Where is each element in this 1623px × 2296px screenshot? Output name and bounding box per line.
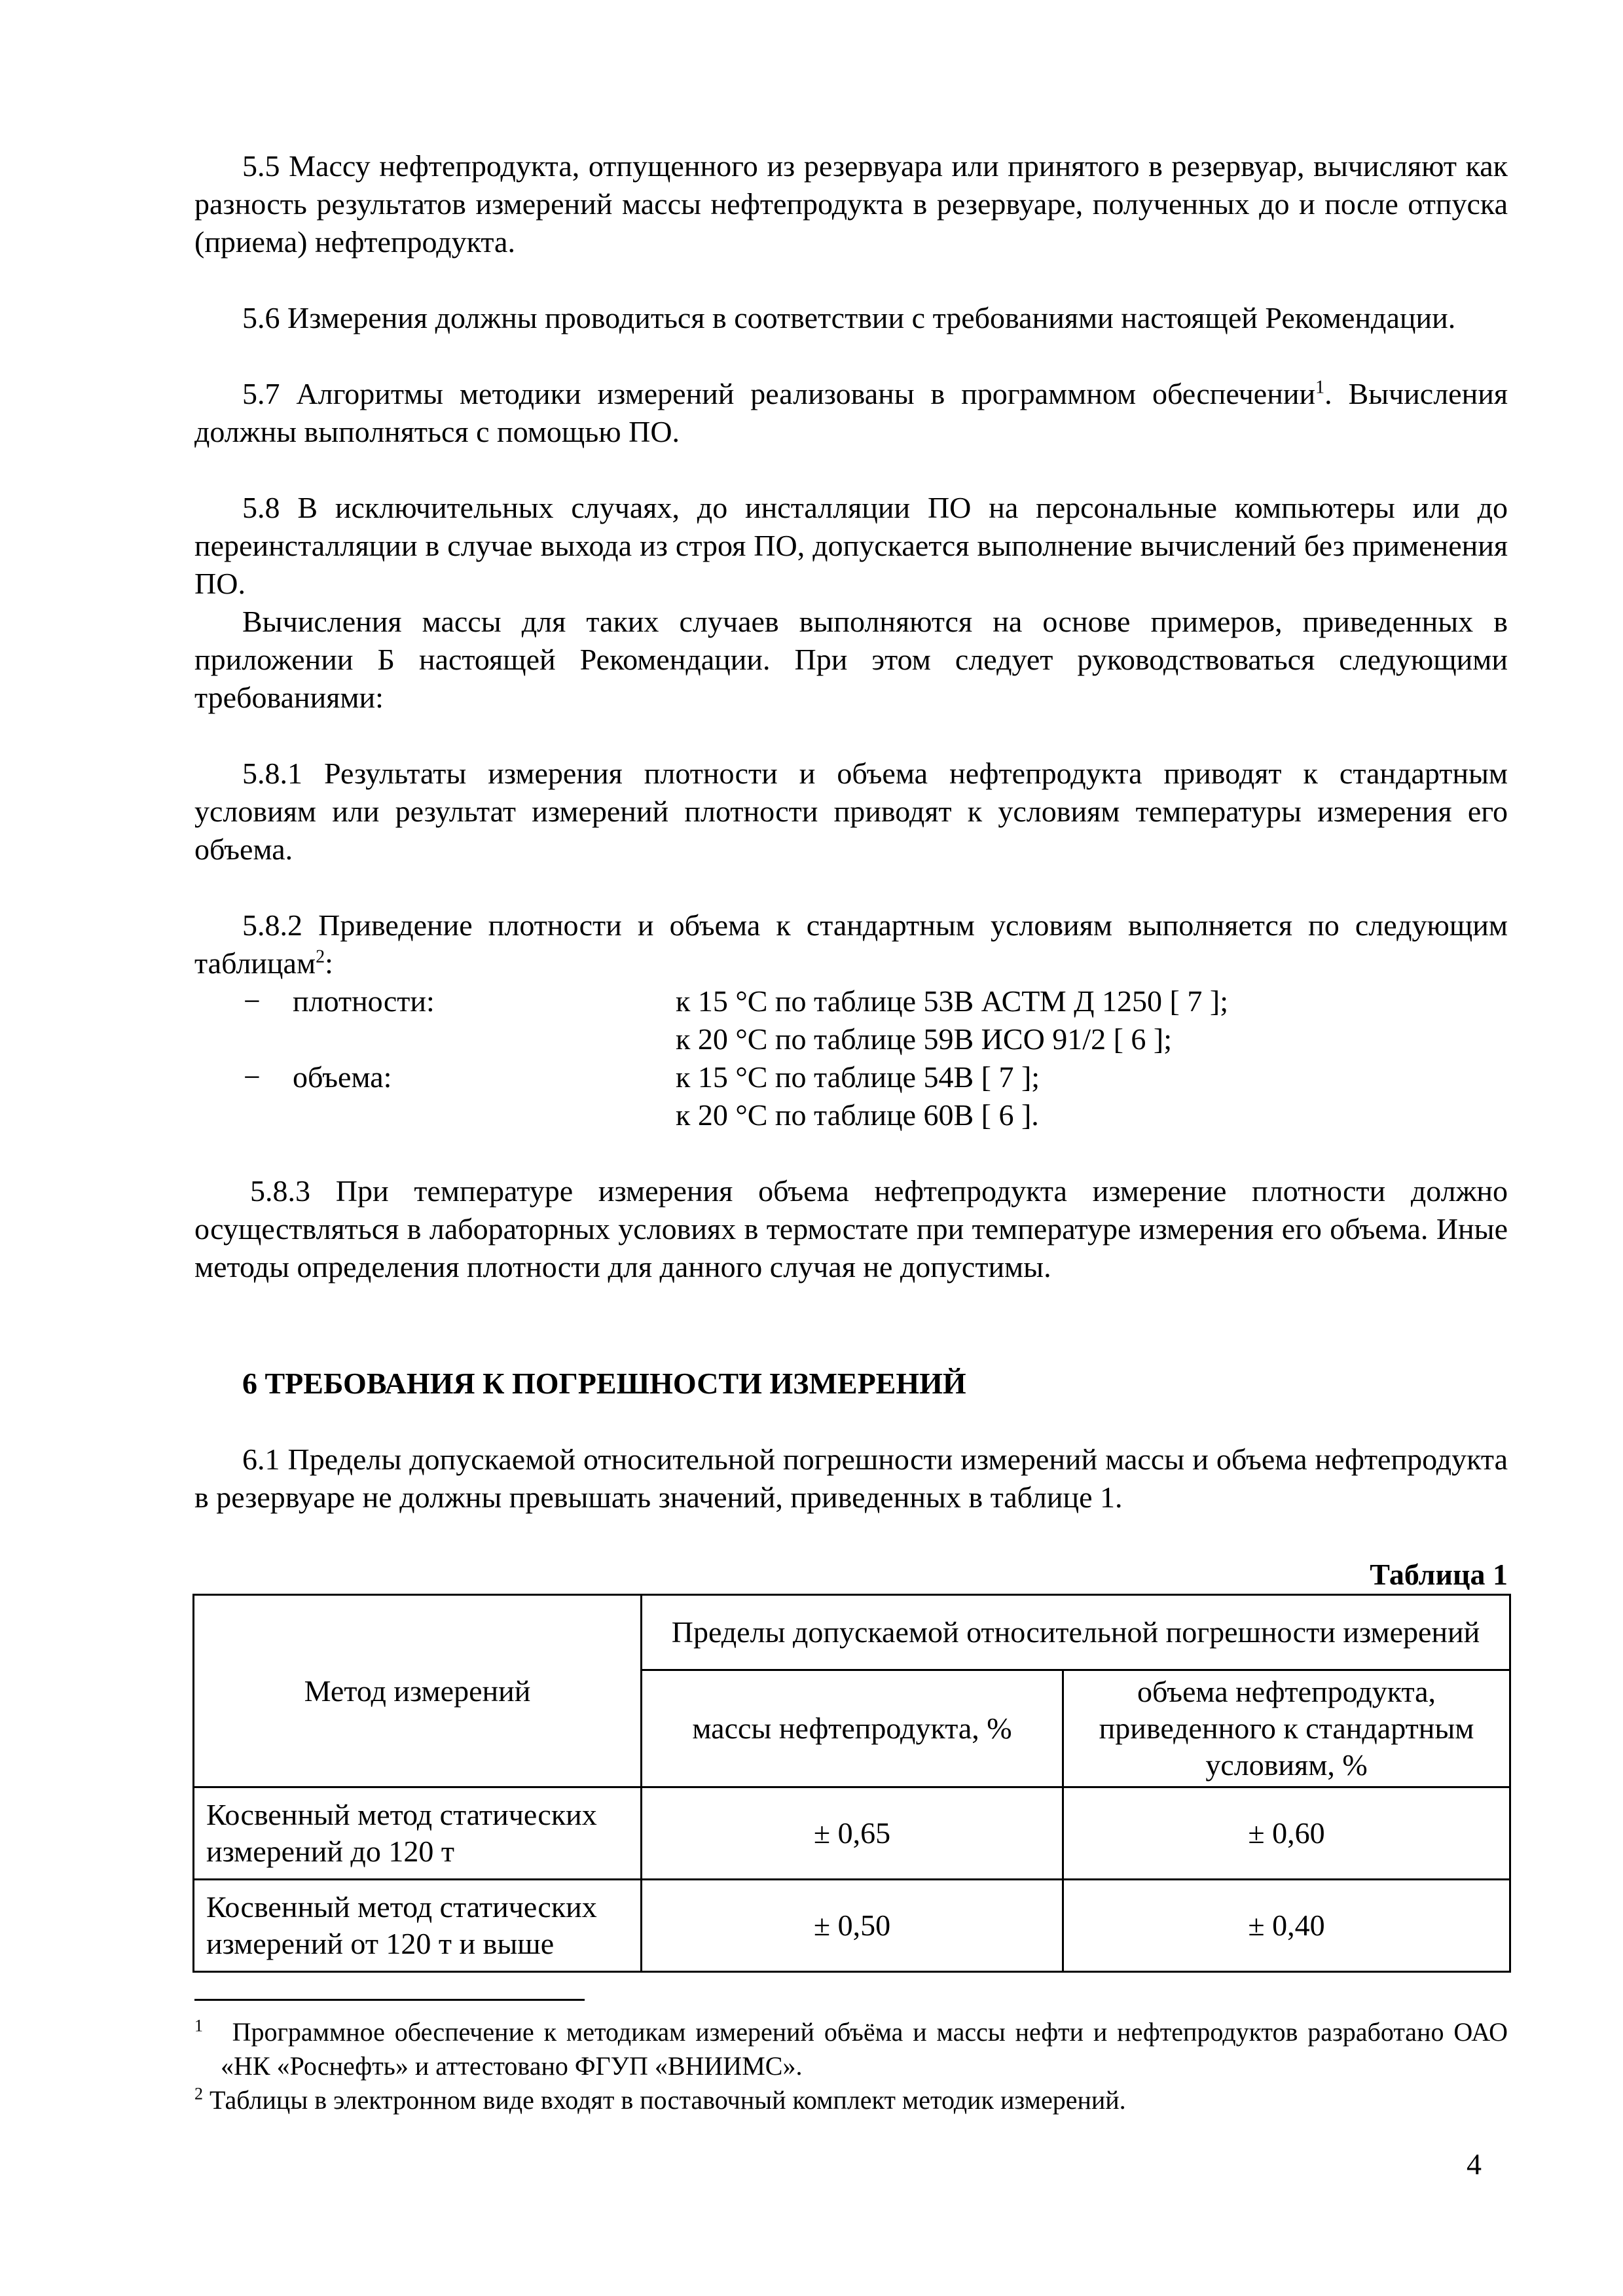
section-6-heading: 6 ТРЕБОВАНИЯ К ПОГРЕШНОСТИ ИЗМЕРЕНИЙ <box>242 1367 966 1400</box>
list-label-density: плотности: <box>293 984 435 1018</box>
list-value-volume-1: к 15 °С по таблице 54В [ 7 ]; <box>676 1060 1040 1094</box>
paragraph-5-5: 5.5 Массу нефтепродукта, отпущенного из резервуара или принятого в резервуар, вычисляют как разность результатов измерений массы нефтепродукта в резервуаре, полученных до и после отпуска (приема) нефтепродукта. <box>194 149 1508 259</box>
footnote-2 <box>194 2083 1508 2117</box>
error-limits-table <box>192 1594 1511 1973</box>
table-header-row <box>194 1595 1510 1670</box>
footnote-ref-2: 2 <box>316 946 325 967</box>
list-label-volume: объема: <box>293 1060 392 1094</box>
row-volume-value: ± 0,60 <box>1063 1787 1510 1880</box>
paragraph-5-8-2-colon: : <box>325 946 333 980</box>
row-volume-value: ± 0,40 <box>1063 1880 1510 1972</box>
row-method: Косвенный метод статических измерений до 120 т <box>194 1787 642 1880</box>
paragraph-5-8-2 <box>194 906 1508 982</box>
footnote-1 <box>194 2015 1508 2083</box>
list-dash: − <box>244 1060 261 1094</box>
list-value-density-1: к 15 °С по таблице 53В АСТМ Д 1250 [ 7 ]; <box>676 984 1228 1018</box>
header-limits: Пределы допускаемой относительной погрешности измерений <box>642 1595 1510 1670</box>
page-number: 4 <box>1467 2147 1482 2181</box>
list-dash: − <box>244 984 261 1018</box>
header-method: Метод измерений <box>194 1595 642 1787</box>
footnote-mark-2: 2 <box>194 2084 203 2104</box>
paragraph-5-8-2-text: 5.8.2 Приведение плотности и объема к стандартным условиям выполняется по следующим таблицам <box>194 908 1508 980</box>
list-value-volume-2: к 20 °С по таблице 60В [ 6 ]. <box>676 1098 1039 1132</box>
conversion-table-list <box>194 982 1508 1134</box>
row-mass-value: ± 0,65 <box>642 1787 1063 1880</box>
paragraph-5-8-1: 5.8.1 Результаты измерения плотности и объема нефтепродукта приводят к стандартным условиям или результат измерений плотности приводят к условиям температуры измерения его объема. <box>194 757 1508 866</box>
footnote-mark-1: 1 <box>194 2016 203 2036</box>
paragraph-5-8-3: 5.8.3 При температуре измерения объема нефтепродукта измерение плотности должно осуществляться в лабораторных условиях в термостате при температуре измерения его объема. Иные методы определения плотности для данного случая не допустимы. <box>194 1174 1508 1283</box>
footnote-1-text: Программное обеспечение к методикам измерений объёма и массы нефти и нефтепродуктов разработано ОАО «НК «Роснефть» и аттестовано ФГУП «ВНИИМС». <box>221 2017 1508 2081</box>
table-caption: Таблица 1 <box>1370 1558 1508 1591</box>
footnote-separator <box>194 1999 585 2001</box>
footnotes <box>194 2015 1508 2117</box>
paragraph-5-7-text: 5.7 Алгоритмы методики измерений реализованы в программном обеспечении <box>242 377 1316 410</box>
header-mass: массы нефтепродукта, % <box>642 1670 1063 1787</box>
document-page <box>194 147 1508 2117</box>
paragraph-5-7-text-end: . Вычисления должны выполняться с помощью ПО. <box>194 377 1508 448</box>
row-mass-value: ± 0,50 <box>642 1880 1063 1972</box>
row-method: Косвенный метод статических измерений от 120 т и выше <box>194 1880 642 1972</box>
header-volume: объема нефтепродукта, приведенного к стандартным условиям, % <box>1063 1670 1510 1787</box>
list-item-density <box>194 982 1508 1020</box>
paragraph-5-8-continued: Вычисления массы для таких случаев выполняются на основе примеров, приведенных в приложении Б настоящей Рекомендации. При этом следует руководствоваться следующими требованиями: <box>194 605 1508 714</box>
paragraph-5-8: 5.8 В исключительных случаях, до инсталляции ПО на персональные компьютеры или до переинсталляции в случае выхода из строя ПО, допускается выполнение вычислений без применения ПО. <box>194 491 1508 600</box>
table-row <box>194 1787 1510 1880</box>
table-row <box>194 1880 1510 1972</box>
list-value-density-2: к 20 °С по таблице 59В ИСО 91/2 [ 6 ]; <box>676 1022 1172 1056</box>
paragraph-6-1: 6.1 Пределы допускаемой относительной погрешности измерений массы и объема нефтепродукта в резервуаре не должны превышать значений, приведенных в таблице 1. <box>194 1443 1508 1514</box>
list-item-volume <box>194 1058 1508 1096</box>
paragraph-5-7 <box>194 375 1508 451</box>
paragraph-5-6: 5.6 Измерения должны проводиться в соответствии с требованиями настоящей Рекомендации. <box>242 301 1456 334</box>
footnote-2-text: Таблицы в электронном виде входят в поставочный комплект методик измерений. <box>210 2085 1126 2115</box>
footnote-ref-1: 1 <box>1315 377 1325 398</box>
